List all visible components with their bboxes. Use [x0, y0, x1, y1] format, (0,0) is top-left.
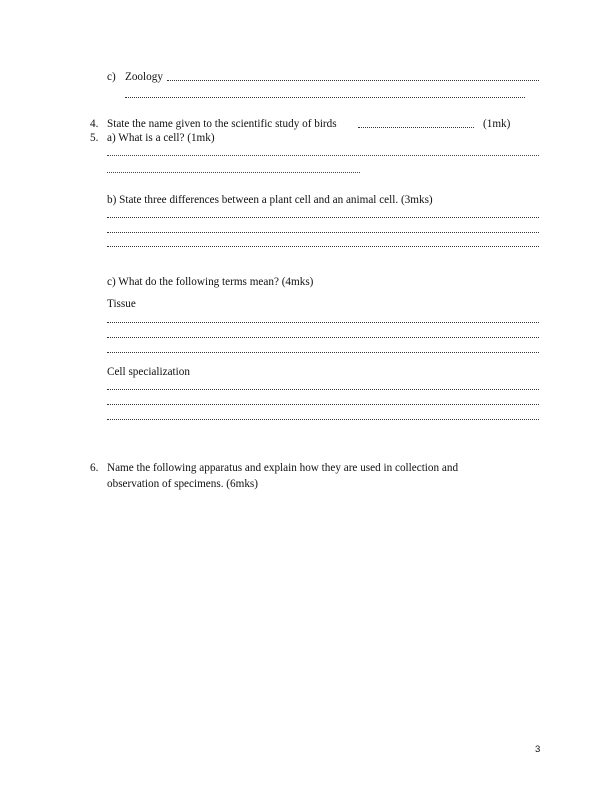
q5-number: 5. — [90, 132, 99, 144]
q6-question-line2: observation of specimens. (6mks) — [107, 478, 258, 490]
q6-number: 6. — [90, 462, 99, 474]
page-number: 3 — [535, 744, 541, 755]
answer-line — [107, 419, 539, 420]
answer-line — [107, 232, 539, 233]
q5c-question: c) What do the following terms mean? (4mks) — [107, 276, 314, 288]
answer-line — [107, 217, 539, 218]
q4-marks: (1mk) — [483, 118, 511, 130]
answer-line — [107, 155, 539, 156]
answer-line — [358, 127, 474, 128]
q5b-question: b) State three differences between a plant cell and an animal cell. (3mks) — [107, 194, 433, 206]
answer-line — [107, 172, 360, 173]
answer-line — [107, 352, 539, 353]
answer-line — [107, 322, 539, 323]
q5c-term-tissue: Tissue — [107, 298, 136, 310]
answer-line — [107, 246, 539, 247]
answer-line — [107, 404, 539, 405]
answer-line — [125, 97, 525, 98]
q3c-label: c) — [107, 71, 116, 83]
q3c-term: Zoology — [125, 71, 163, 83]
answer-line — [167, 80, 539, 81]
q5a-question: a) What is a cell? (1mk) — [107, 132, 215, 144]
q4-question: State the name given to the scientific study of birds — [107, 118, 337, 130]
q6-question-line1: Name the following apparatus and explain how they are used in collection and — [107, 462, 459, 474]
answer-line — [107, 389, 539, 390]
answer-line — [107, 337, 539, 338]
q4-number: 4. — [90, 118, 99, 130]
q5c-term-cell-specialization: Cell specialization — [107, 366, 190, 378]
